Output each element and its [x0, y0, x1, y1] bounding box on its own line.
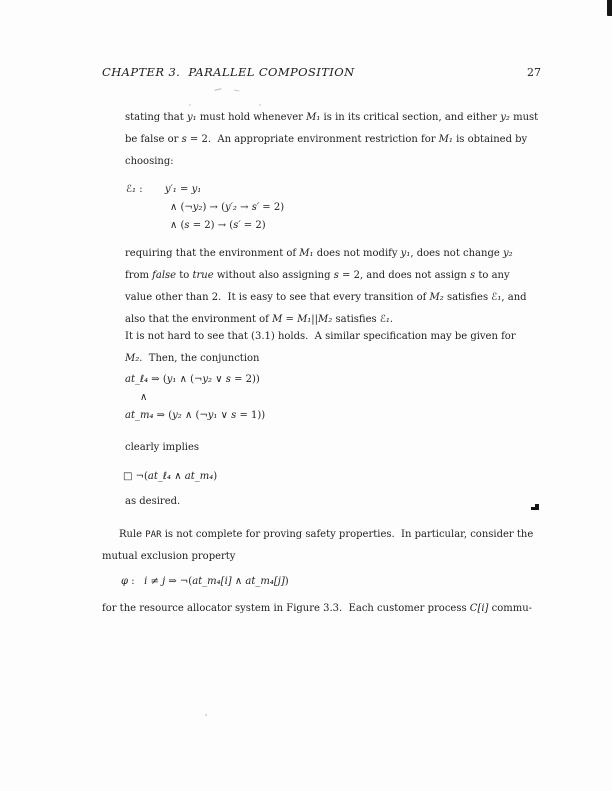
text-segment: does not modify [313, 248, 401, 259]
text-segment: ⇒ ( [148, 374, 167, 385]
text-segment: s [333, 270, 339, 281]
text-segment: at_ℓ₄ [147, 471, 172, 482]
text-segment: s [470, 270, 476, 281]
text-segment: ∧ [171, 471, 185, 482]
text-line [125, 389, 265, 407]
text-segment: ℰ₁ [491, 292, 502, 303]
text-segment: y₂ [202, 374, 213, 385]
paragraph-not-hard [125, 326, 545, 370]
text-line [102, 546, 544, 568]
text-segment: is not complete for proving safety properties. In particular, consider the [161, 529, 534, 540]
text-segment: ∧ (¬ [176, 374, 203, 385]
text-segment: must hold whenever [196, 112, 307, 123]
scan-corner-mark [607, 0, 612, 16]
text-segment: at_m₄ [184, 471, 214, 482]
text-segment: ℰ₁ [379, 314, 390, 325]
text-segment: is in its critical section, and either [320, 112, 501, 123]
text-line [102, 598, 544, 620]
text-segment: ) [284, 576, 289, 587]
text-line [125, 348, 545, 370]
formula-environment-restriction [126, 181, 284, 235]
text-segment: = 2) [240, 220, 266, 231]
text-segment: M₂ [429, 292, 444, 303]
text-segment: y₁ [191, 184, 202, 195]
text-segment: y₂ [172, 410, 182, 421]
paragraph-as-desired [125, 491, 180, 513]
text-segment: M₁ [306, 112, 321, 123]
text-segment: → [236, 202, 252, 213]
text-segment: ) [213, 471, 218, 482]
qed-marker-icon [531, 504, 539, 510]
text-segment: without also assigning [213, 270, 334, 281]
text-line [125, 326, 545, 348]
text-segment: = 2. An appropriate environment restriction for [186, 134, 439, 145]
text-segment: at_m₄[j] [245, 576, 285, 587]
text-segment: clearly implies [125, 442, 200, 453]
text-segment: from [125, 270, 153, 281]
text-segment: = 1)) [236, 410, 266, 421]
text-line [123, 468, 217, 486]
text-segment: M [272, 314, 283, 325]
text-segment: j [162, 576, 166, 587]
text-segment: y′₁ [164, 184, 177, 195]
text-segment: value other than 2. It is easy to see that every transition of [125, 292, 430, 303]
text-segment: false [152, 270, 177, 281]
text-segment: s [184, 220, 190, 231]
text-line [125, 407, 265, 425]
paragraph-stating [125, 107, 545, 173]
formula-conjunction [125, 371, 265, 425]
text-segment: ∧ [140, 392, 148, 403]
text-line [126, 199, 284, 217]
text-segment: s′ [251, 202, 260, 213]
paragraph-requiring [125, 243, 545, 331]
text-segment: is obtained by [452, 134, 528, 145]
pencil-mark-icon [214, 88, 222, 95]
text-segment: satisfies [332, 314, 380, 325]
text-segment: at_m₄ [125, 410, 154, 421]
text-segment: ∨ [217, 410, 232, 421]
text-segment: □ ¬( [123, 471, 148, 482]
text-segment: at_m₄[i] [192, 576, 232, 587]
text-segment: C[i] [469, 603, 489, 614]
text-segment: ∧ (¬ [170, 202, 193, 213]
text-segment: as desired. [125, 496, 181, 507]
text-segment: φ [121, 576, 129, 587]
text-segment: M₁ [299, 248, 314, 259]
text-segment: satisfies [443, 292, 492, 303]
text-line [126, 181, 284, 199]
scan-speck [205, 714, 207, 716]
text-segment: , and [501, 292, 527, 303]
text-line [125, 491, 180, 513]
text-segment: M₁||M₂ [297, 314, 333, 325]
text-segment: y₂ [192, 202, 203, 213]
page-number: 27 [527, 66, 541, 79]
text-segment: be false or [125, 134, 182, 145]
rule-name-keyword: PAR [145, 530, 162, 540]
text-segment: y₂ [502, 248, 513, 259]
text-segment: = [282, 314, 298, 325]
text-segment: ∧ (¬ [181, 410, 208, 421]
text-line [121, 573, 289, 591]
text-segment: ⇒ ¬( [165, 576, 193, 587]
text-segment: must [509, 112, 539, 123]
text-segment: ∨ [212, 374, 226, 385]
scan-speck [259, 104, 261, 106]
text-line [126, 217, 284, 235]
text-segment: , does not change [410, 248, 503, 259]
text-segment: s [231, 410, 237, 421]
text-line [102, 524, 544, 546]
text-line [125, 437, 199, 459]
text-segment: ≠ [147, 576, 163, 587]
text-segment: y₁ [207, 410, 218, 421]
text-line [125, 287, 545, 309]
text-segment: at_ℓ₄ [125, 374, 149, 385]
text-segment: = 2, and does not assign [338, 270, 471, 281]
text-segment: choosing: [125, 156, 174, 167]
text-segment: mutual exclusion property [102, 551, 236, 562]
text-line [125, 151, 545, 173]
text-segment: y′₂ [225, 202, 237, 213]
page-header [102, 64, 541, 81]
text-segment: : [128, 576, 145, 587]
text-segment: requiring that the environment of [125, 248, 300, 259]
text-segment: stating that [125, 112, 187, 123]
text-segment: y₁ [400, 248, 411, 259]
text-segment: . [389, 314, 394, 325]
text-line [125, 129, 545, 151]
text-segment: ⇒ ( [153, 410, 173, 421]
formula-mutual-exclusion [121, 573, 289, 591]
text-segment: i [144, 576, 148, 587]
formula-always-not [123, 468, 217, 486]
text-segment: s [181, 134, 187, 145]
text-segment: y₁ [166, 374, 177, 385]
text-segment: It is not hard to see that (3.1) holds. A similar specification may be given for [125, 331, 516, 342]
text-segment: y₁ [186, 112, 197, 123]
text-line [125, 107, 545, 129]
text-segment: M₁ [438, 134, 453, 145]
text-segment: to any [475, 270, 510, 281]
text-line [125, 371, 265, 389]
text-segment: for the resource allocator system in Figure 3.3. Each customer process [102, 603, 470, 614]
text-segment: y₂ [500, 112, 510, 123]
text-segment: true [192, 270, 214, 281]
chapter-heading: CHAPTER 3. PARALLEL COMPOSITION [102, 65, 355, 79]
text-segment: = 2)) [230, 374, 260, 385]
text-segment: M₂ [125, 353, 140, 364]
text-segment: = [176, 184, 192, 195]
paragraph-rule-par [102, 524, 544, 568]
text-segment: . Then, the conjunction [139, 353, 260, 364]
text-segment: ℰ₁ [126, 184, 137, 195]
text-line [125, 265, 545, 287]
text-segment: commu- [488, 603, 533, 614]
text-segment: s′ [233, 220, 241, 231]
pencil-mark-icon [234, 90, 240, 95]
text-segment: ∧ ( [170, 220, 185, 231]
paragraph-resource-allocator [102, 598, 544, 620]
text-segment: s [225, 374, 231, 385]
scan-speck [189, 104, 191, 106]
text-segment: : [136, 184, 165, 195]
text-segment: ∧ [231, 576, 246, 587]
paragraph-clearly-implies [125, 437, 199, 459]
text-segment: to [176, 270, 193, 281]
text-segment: Rule [119, 529, 146, 540]
text-segment: = 2) → ( [189, 220, 234, 231]
text-segment: = 2) [259, 202, 285, 213]
text-line [125, 243, 545, 265]
text-segment: also that the environment of [125, 314, 273, 325]
text-segment: ) → ( [202, 202, 225, 213]
